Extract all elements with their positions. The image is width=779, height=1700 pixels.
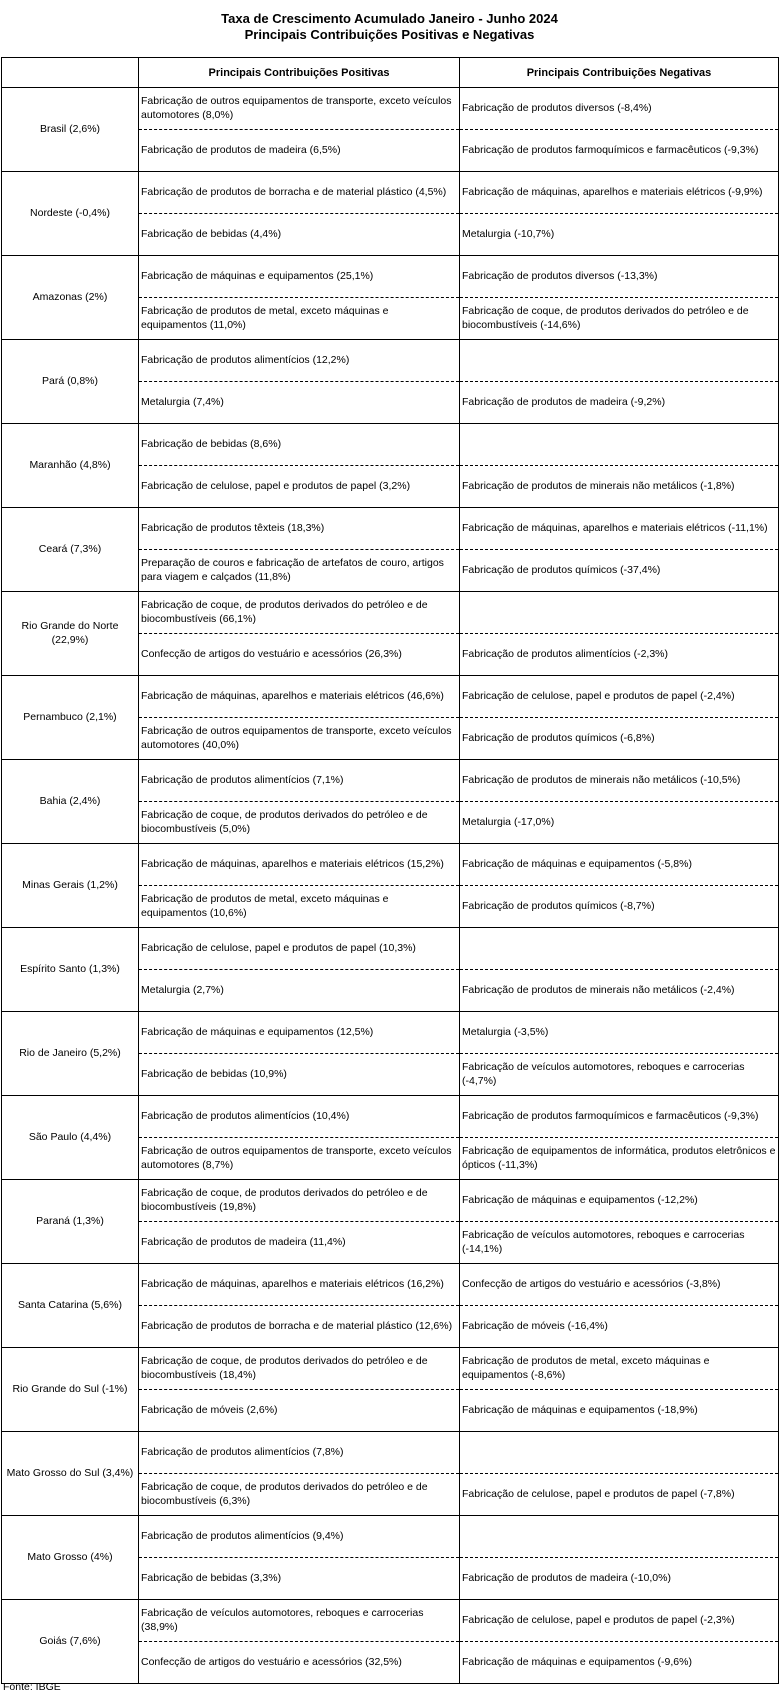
table-row — [2, 676, 779, 718]
negative-contribution-cell: Fabricação de produtos diversos (-13,3%) — [460, 256, 779, 298]
positive-contribution-cell: Fabricação de máquinas, aparelhos e materiais elétricos (16,2%) — [139, 1264, 460, 1306]
positive-contribution-cell: Fabricação de outros equipamentos de transporte, exceto veículos automotores (40,0%) — [139, 718, 460, 760]
negative-contribution-cell: Fabricação de produtos químicos (-6,8%) — [460, 718, 779, 760]
positive-contribution-cell: Fabricação de coque, de produtos derivados do petróleo e de biocombustíveis (19,8%) — [139, 1180, 460, 1222]
negative-contribution-cell: Fabricação de produtos diversos (-8,4%) — [460, 88, 779, 130]
positive-contribution-cell: Fabricação de produtos de borracha e de material plástico (4,5%) — [139, 172, 460, 214]
positive-contribution-cell: Fabricação de celulose, papel e produtos de papel (10,3%) — [139, 928, 460, 970]
title-line-1: Taxa de Crescimento Acumulado Janeiro - Junho 2024 — [221, 11, 558, 26]
region-cell: Amazonas (2%) — [2, 256, 139, 340]
negative-contribution-cell: Fabricação de equipamentos de informática, produtos eletrônicos e ópticos (-11,3%) — [460, 1138, 779, 1180]
region-cell: Bahia (2,4%) — [2, 760, 139, 844]
table-row — [2, 1264, 779, 1306]
positive-contribution-cell: Fabricação de coque, de produtos derivados do petróleo e de biocombustíveis (6,3%) — [139, 1474, 460, 1516]
negative-contribution-cell: Fabricação de produtos químicos (-8,7%) — [460, 886, 779, 928]
contributions-table — [1, 57, 779, 1684]
table-row — [2, 1600, 779, 1642]
region-cell: Pará (0,8%) — [2, 340, 139, 424]
region-cell: São Paulo (4,4%) — [2, 1096, 139, 1180]
region-cell: Mato Grosso (4%) — [2, 1516, 139, 1600]
negative-contribution-cell: Fabricação de máquinas e equipamentos (-18,9%) — [460, 1390, 779, 1432]
positive-contribution-cell: Fabricação de coque, de produtos derivados do petróleo e de biocombustíveis (66,1%) — [139, 592, 460, 634]
table-row — [2, 1348, 779, 1390]
negative-contribution-cell: Fabricação de produtos de metal, exceto máquinas e equipamentos (-8,6%) — [460, 1348, 779, 1390]
table-row — [2, 1012, 779, 1054]
positive-contribution-cell: Fabricação de máquinas e equipamentos (25,1%) — [139, 256, 460, 298]
region-cell: Paraná (1,3%) — [2, 1180, 139, 1264]
positive-contribution-cell: Fabricação de bebidas (4,4%) — [139, 214, 460, 256]
table-row — [2, 1180, 779, 1222]
header-state — [2, 58, 139, 88]
region-cell: Nordeste (-0,4%) — [2, 172, 139, 256]
positive-contribution-cell: Fabricação de produtos alimentícios (10,4%) — [139, 1096, 460, 1138]
table-row — [2, 844, 779, 886]
table-row — [2, 172, 779, 214]
negative-contribution-cell: Metalurgia (-3,5%) — [460, 1012, 779, 1054]
region-cell: Rio Grande do Sul (-1%) — [2, 1348, 139, 1432]
positive-contribution-cell: Fabricação de celulose, papel e produtos de papel (3,2%) — [139, 466, 460, 508]
negative-contribution-cell — [460, 592, 779, 634]
region-cell: Rio Grande do Norte (22,9%) — [2, 592, 139, 676]
positive-contribution-cell: Confecção de artigos do vestuário e acessórios (32,5%) — [139, 1642, 460, 1684]
positive-contribution-cell: Fabricação de outros equipamentos de transporte, exceto veículos automotores (8,0%) — [139, 88, 460, 130]
positive-contribution-cell: Fabricação de máquinas, aparelhos e materiais elétricos (15,2%) — [139, 844, 460, 886]
negative-contribution-cell: Fabricação de produtos alimentícios (-2,3%) — [460, 634, 779, 676]
positive-contribution-cell: Fabricação de produtos alimentícios (7,8%) — [139, 1432, 460, 1474]
negative-contribution-cell: Fabricação de produtos farmoquímicos e farmacêuticos (-9,3%) — [460, 1096, 779, 1138]
positive-contribution-cell: Fabricação de máquinas, aparelhos e materiais elétricos (46,6%) — [139, 676, 460, 718]
negative-contribution-cell: Metalurgia (-10,7%) — [460, 214, 779, 256]
positive-contribution-cell: Metalurgia (7,4%) — [139, 382, 460, 424]
positive-contribution-cell: Fabricação de máquinas e equipamentos (12,5%) — [139, 1012, 460, 1054]
region-cell: Brasil (2,6%) — [2, 88, 139, 172]
region-cell: Maranhão (4,8%) — [2, 424, 139, 508]
negative-contribution-cell: Fabricação de veículos automotores, reboques e carrocerias (-4,7%) — [460, 1054, 779, 1096]
region-cell: Ceará (7,3%) — [2, 508, 139, 592]
positive-contribution-cell: Fabricação de produtos de borracha e de material plástico (12,6%) — [139, 1306, 460, 1348]
title-line-2: Principais Contribuições Positivas e Negativas — [244, 27, 535, 42]
positive-contribution-cell: Fabricação de bebidas (10,9%) — [139, 1054, 460, 1096]
source-note: Fonte: IBGE — [3, 1681, 61, 1693]
positive-contribution-cell: Fabricação de bebidas (3,3%) — [139, 1558, 460, 1600]
positive-contribution-cell: Metalurgia (2,7%) — [139, 970, 460, 1012]
negative-contribution-cell: Fabricação de móveis (-16,4%) — [460, 1306, 779, 1348]
table-row — [2, 1432, 779, 1474]
positive-contribution-cell: Confecção de artigos do vestuário e acessórios (26,3%) — [139, 634, 460, 676]
positive-contribution-cell: Fabricação de produtos alimentícios (9,4%) — [139, 1516, 460, 1558]
negative-contribution-cell — [460, 1432, 779, 1474]
table-row — [2, 88, 779, 130]
negative-contribution-cell: Metalurgia (-17,0%) — [460, 802, 779, 844]
table-title — [0, 11, 779, 43]
negative-contribution-cell: Fabricação de produtos químicos (-37,4%) — [460, 550, 779, 592]
negative-contribution-cell: Fabricação de produtos farmoquímicos e farmacêuticos (-9,3%) — [460, 130, 779, 172]
header-positive: Principais Contribuições Positivas — [139, 58, 460, 88]
negative-contribution-cell: Fabricação de celulose, papel e produtos de papel (-2,4%) — [460, 676, 779, 718]
positive-contribution-cell: Fabricação de veículos automotores, reboques e carrocerias (38,9%) — [139, 1600, 460, 1642]
positive-contribution-cell: Fabricação de produtos de madeira (6,5%) — [139, 130, 460, 172]
negative-contribution-cell — [460, 340, 779, 382]
table-row — [2, 1516, 779, 1558]
positive-contribution-cell: Fabricação de móveis (2,6%) — [139, 1390, 460, 1432]
positive-contribution-cell: Fabricação de bebidas (8,6%) — [139, 424, 460, 466]
negative-contribution-cell: Fabricação de celulose, papel e produtos de papel (-2,3%) — [460, 1600, 779, 1642]
negative-contribution-cell: Fabricação de produtos de minerais não metálicos (-1,8%) — [460, 466, 779, 508]
table-row — [2, 256, 779, 298]
table-row — [2, 592, 779, 634]
table-row — [2, 760, 779, 802]
table-row — [2, 424, 779, 466]
negative-contribution-cell — [460, 424, 779, 466]
negative-contribution-cell: Fabricação de produtos de madeira (-10,0%) — [460, 1558, 779, 1600]
negative-contribution-cell — [460, 1516, 779, 1558]
region-cell: Santa Catarina (5,6%) — [2, 1264, 139, 1348]
positive-contribution-cell: Fabricação de produtos de metal, exceto máquinas e equipamentos (11,0%) — [139, 298, 460, 340]
negative-contribution-cell: Fabricação de máquinas e equipamentos (-5,8%) — [460, 844, 779, 886]
region-cell: Goiás (7,6%) — [2, 1600, 139, 1684]
negative-contribution-cell: Fabricação de máquinas, aparelhos e materiais elétricos (-11,1%) — [460, 508, 779, 550]
positive-contribution-cell: Fabricação de produtos alimentícios (7,1%) — [139, 760, 460, 802]
negative-contribution-cell: Fabricação de máquinas, aparelhos e materiais elétricos (-9,9%) — [460, 172, 779, 214]
positive-contribution-cell: Fabricação de outros equipamentos de transporte, exceto veículos automotores (8,7%) — [139, 1138, 460, 1180]
positive-contribution-cell: Fabricação de produtos de metal, exceto máquinas e equipamentos (10,6%) — [139, 886, 460, 928]
table-row — [2, 928, 779, 970]
positive-contribution-cell: Fabricação de coque, de produtos derivados do petróleo e de biocombustíveis (5,0%) — [139, 802, 460, 844]
negative-contribution-cell: Confecção de artigos do vestuário e acessórios (-3,8%) — [460, 1264, 779, 1306]
negative-contribution-cell: Fabricação de produtos de minerais não metálicos (-2,4%) — [460, 970, 779, 1012]
header-negative: Principais Contribuições Negativas — [460, 58, 779, 88]
table-row — [2, 508, 779, 550]
region-cell: Minas Gerais (1,2%) — [2, 844, 139, 928]
negative-contribution-cell: Fabricação de produtos de madeira (-9,2%) — [460, 382, 779, 424]
negative-contribution-cell: Fabricação de máquinas e equipamentos (-9,6%) — [460, 1642, 779, 1684]
table-row — [2, 1096, 779, 1138]
region-cell: Mato Grosso do Sul (3,4%) — [2, 1432, 139, 1516]
negative-contribution-cell: Fabricação de veículos automotores, reboques e carrocerias (-14,1%) — [460, 1222, 779, 1264]
positive-contribution-cell: Fabricação de produtos alimentícios (12,2%) — [139, 340, 460, 382]
region-cell: Espírito Santo (1,3%) — [2, 928, 139, 1012]
positive-contribution-cell: Preparação de couros e fabricação de artefatos de couro, artigos para viagem e calçados (11,8%) — [139, 550, 460, 592]
positive-contribution-cell: Fabricação de coque, de produtos derivados do petróleo e de biocombustíveis (18,4%) — [139, 1348, 460, 1390]
table-row — [2, 340, 779, 382]
region-cell: Rio de Janeiro (5,2%) — [2, 1012, 139, 1096]
region-cell: Pernambuco (2,1%) — [2, 676, 139, 760]
negative-contribution-cell: Fabricação de produtos de minerais não metálicos (-10,5%) — [460, 760, 779, 802]
negative-contribution-cell — [460, 928, 779, 970]
header-row — [2, 58, 779, 88]
negative-contribution-cell: Fabricação de coque, de produtos derivados do petróleo e de biocombustíveis (-14,6%) — [460, 298, 779, 340]
positive-contribution-cell: Fabricação de produtos têxteis (18,3%) — [139, 508, 460, 550]
positive-contribution-cell: Fabricação de produtos de madeira (11,4%) — [139, 1222, 460, 1264]
negative-contribution-cell: Fabricação de máquinas e equipamentos (-12,2%) — [460, 1180, 779, 1222]
table-body — [2, 88, 779, 1684]
negative-contribution-cell: Fabricação de celulose, papel e produtos de papel (-7,8%) — [460, 1474, 779, 1516]
